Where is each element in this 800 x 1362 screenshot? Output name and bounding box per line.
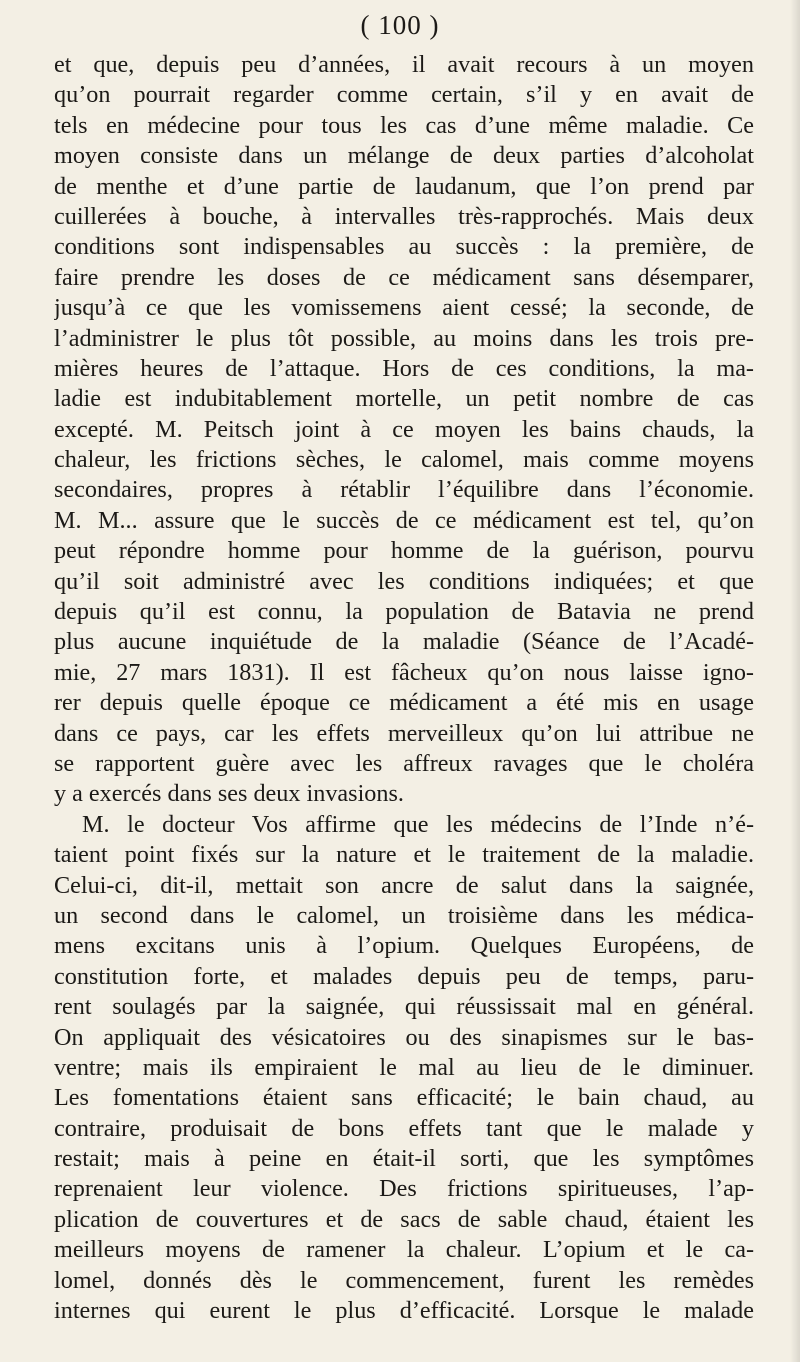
page-number: ( 100 ) xyxy=(360,10,440,40)
text-line: depuis qu’il est connu, la population de Batavia ne prend xyxy=(54,598,754,626)
text-line: meilleurs moyens de ramener la chaleur. L’opium et le ca- xyxy=(54,1236,754,1264)
text-line: mie, 27 mars 1831). Il est fâcheux qu’on nous laisse igno- xyxy=(54,658,754,686)
text-line: se rapportent guère avec les affreux ravages que le choléra xyxy=(54,749,754,777)
text-line: mières heures de l’attaque. Hors de ces conditions, la ma- xyxy=(54,354,754,382)
body-text xyxy=(54,50,754,1326)
text-line: M. le docteur Vos affirme que les médecins de l’Inde n’é- xyxy=(82,810,754,838)
text-line: plication de couvertures et de sacs de sable chaud, étaient les xyxy=(54,1205,754,1233)
text-line: rent soulagés par la saignée, qui réussissait mal en général. xyxy=(54,993,754,1021)
text-line: un second dans le calomel, un troisième dans les médica- xyxy=(54,901,754,929)
text-line: rer depuis quelle époque ce médicament a été mis en usage xyxy=(54,689,754,717)
text-line: et que, depuis peu d’années, il avait recours à un moyen xyxy=(54,51,754,78)
text-line: restait; mais à peine en était-il sorti, que les symptômes xyxy=(54,1145,754,1173)
text-line: Les fomentations étaient sans efficacité; le bain chaud, au xyxy=(54,1084,754,1112)
text-line: ventre; mais ils empiraient le mal au lieu de le diminuer. xyxy=(54,1053,754,1081)
text-line: y a exercés dans ses deux invasions. xyxy=(54,780,404,808)
text-line: lomel, donnés dès le commencement, furent les remèdes xyxy=(54,1266,754,1294)
text-line: chaleur, les frictions sèches, le calomel, mais comme moyens xyxy=(54,446,754,474)
text-line: taient point fixés sur la nature et le traitement de la maladie. xyxy=(54,841,754,869)
text-line: reprenaient leur violence. Des frictions spiritueuses, l’ap- xyxy=(54,1175,754,1203)
text-line: M. M... assure que le succès de ce médicament est tel, qu’on xyxy=(54,506,754,534)
text-line: peut répondre homme pour homme de la guérison, pourvu xyxy=(54,537,754,565)
text-line: dans ce pays, car les effets merveilleux qu’on lui attribue ne xyxy=(54,719,754,747)
text-line: tels en médecine pour tous les cas d’une même maladie. Ce xyxy=(54,111,754,139)
text-line: de menthe et d’une partie de laudanum, que l’on prend par xyxy=(54,172,754,200)
text-line: mens excitans unis à l’opium. Quelques Européens, de xyxy=(54,932,754,960)
page-edge-shadow xyxy=(790,0,800,1362)
text-line: Celui-ci, dit-il, mettait son ancre de salut dans la saignée, xyxy=(54,871,754,899)
text-line: l’administrer le plus tôt possible, au moins dans les trois pre- xyxy=(54,324,754,352)
text-line: ladie est indubitablement mortelle, un petit nombre de cas xyxy=(54,385,754,413)
text-line: qu’on pourrait regarder comme certain, s’il y en avait de xyxy=(54,81,754,109)
text-line: secondaires, propres à rétablir l’équilibre dans l’économie. xyxy=(54,476,754,504)
text-line: constitution forte, et malades depuis peu de temps, paru- xyxy=(54,962,754,990)
text-line: cuillerées à bouche, à intervalles très-rapprochés. Mais deux xyxy=(54,202,754,230)
text-line: jusqu’à ce que les vomissemens aient cessé; la seconde, de xyxy=(54,294,754,322)
text-line: contraire, produisait de bons effets tant que le malade y xyxy=(54,1114,754,1142)
text-line: conditions sont indispensables au succès : la première, de xyxy=(54,233,754,261)
text-line: faire prendre les doses de ce médicament sans désemparer, xyxy=(54,263,754,291)
text-line: qu’il soit administré avec les conditions indiquées; et que xyxy=(54,567,754,595)
text-line: excepté. M. Peitsch joint à ce moyen les bains chauds, la xyxy=(54,415,754,443)
text-line: plus aucune inquiétude de la maladie (Séance de l’Acadé- xyxy=(54,628,754,656)
text-line: internes qui eurent le plus d’efficacité. Lorsque le malade xyxy=(54,1297,754,1325)
text-line: moyen consiste dans un mélange de deux parties d’alcoholat xyxy=(54,142,754,170)
text-line: On appliquait des vésicatoires ou des sinapismes sur le bas- xyxy=(54,1023,754,1051)
